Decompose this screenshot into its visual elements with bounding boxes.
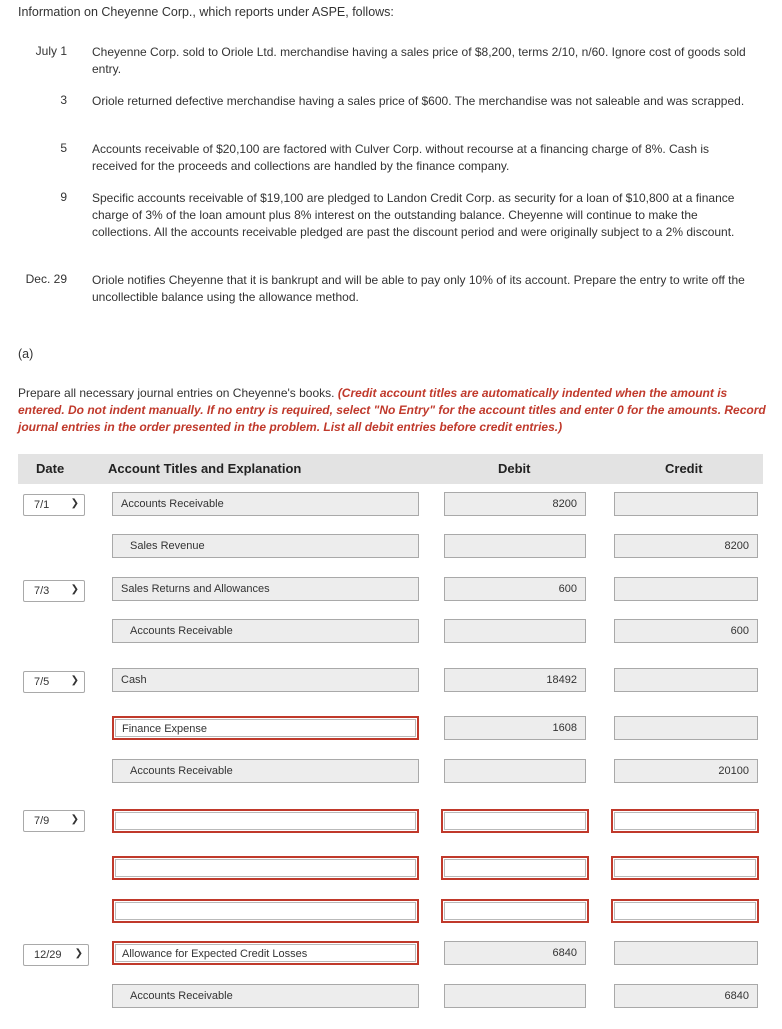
credit-input[interactable]: [611, 856, 759, 880]
debit-input[interactable]: [441, 899, 589, 923]
chevron-down-icon: ❯: [74, 948, 83, 959]
date-value: 7/9: [34, 815, 50, 827]
credit-input[interactable]: [611, 809, 759, 833]
account-input[interactable]: Sales Revenue: [112, 534, 419, 558]
date-value: 7/5: [34, 676, 50, 688]
account-input[interactable]: [112, 809, 419, 833]
credit-input[interactable]: 8200: [614, 534, 758, 558]
debit-input[interactable]: 6840: [444, 941, 586, 965]
account-input[interactable]: Sales Returns and Allowances: [112, 577, 419, 601]
date-select[interactable]: [23, 810, 85, 832]
account-input[interactable]: [112, 856, 419, 880]
event-text: Accounts receivable of $20,100 are factored with Culver Corp. without recourse at a financing charge of 8%. Cash is received for the proceeds and collections are handled by the finance company.: [92, 142, 709, 173]
chevron-down-icon: ❯: [70, 675, 79, 686]
credit-input[interactable]: 600: [614, 619, 758, 643]
account-input[interactable]: Allowance for Expected Credit Losses: [112, 941, 419, 965]
event-text: Specific accounts receivable of $19,100 are pledged to Landon Credit Corp. as security for a loan of $10,800 at a finance charge of 3% of the loan amount plus 8% interest on the outstanding balance. Cheyenne will continue to make the collections. All the accounts receivable pledged are past the discount period and were originally subject to a 2% discount.: [92, 191, 735, 239]
event-text: Cheyenne Corp. sold to Oriole Ltd. merchandise having a sales price of $8,200, terms 2/10, n/60. Ignore cost of goods sold entry.: [92, 45, 746, 76]
chevron-down-icon: ❯: [70, 498, 79, 509]
debit-input[interactable]: [444, 984, 586, 1008]
credit-input[interactable]: [614, 716, 758, 740]
credit-input[interactable]: 6840: [614, 984, 758, 1008]
chevron-down-icon: ❯: [70, 814, 79, 825]
header-date: Date: [36, 461, 65, 476]
debit-input[interactable]: [441, 809, 589, 833]
instructions-note: (Credit account titles are automatically indented when the amount is entered. Do not indent manually. If no entry is required, select "No Entry" for the account titles and enter 0 for the amounts. Record journal entries in the order presented in the problem. List all debit entries before credit entries.): [18, 386, 766, 434]
credit-input[interactable]: 20100: [614, 759, 758, 783]
account-input[interactable]: Accounts Receivable: [112, 619, 419, 643]
credit-input[interactable]: [614, 668, 758, 692]
debit-input[interactable]: 1608: [444, 716, 586, 740]
account-input[interactable]: Finance Expense: [112, 716, 419, 740]
instructions: [18, 385, 768, 436]
debit-input[interactable]: [444, 759, 586, 783]
header-credit: Credit: [665, 461, 703, 476]
credit-input[interactable]: [614, 492, 758, 516]
date-value: 12/29: [34, 949, 62, 961]
debit-input[interactable]: 600: [444, 577, 586, 601]
date-value: 7/1: [34, 499, 50, 511]
table-header: [18, 454, 763, 484]
chevron-down-icon: ❯: [70, 584, 79, 595]
credit-input[interactable]: [614, 577, 758, 601]
account-input[interactable]: Accounts Receivable: [112, 492, 419, 516]
debit-input[interactable]: [441, 856, 589, 880]
instructions-lead: Prepare all necessary journal entries on Cheyenne's books.: [18, 386, 338, 400]
debit-input[interactable]: [444, 619, 586, 643]
event-date: 9: [60, 190, 67, 204]
event-date: July 1: [35, 44, 67, 58]
credit-input[interactable]: [611, 899, 759, 923]
header-debit: Debit: [498, 461, 531, 476]
account-input[interactable]: Cash: [112, 668, 419, 692]
header-account: Account Titles and Explanation: [108, 461, 302, 476]
event-date: Dec. 29: [25, 272, 67, 286]
debit-input[interactable]: [444, 534, 586, 558]
credit-input[interactable]: [614, 941, 758, 965]
date-select[interactable]: [23, 580, 85, 602]
date-value: 7/3: [34, 585, 50, 597]
date-select[interactable]: [23, 494, 85, 516]
event-date: 5: [60, 141, 67, 155]
part-label: (a): [18, 347, 34, 361]
account-input[interactable]: Accounts Receivable: [112, 759, 419, 783]
event-text: Oriole returned defective merchandise having a sales price of $600. The merchandise was not saleable and was scrapped.: [92, 94, 745, 108]
date-select[interactable]: [23, 944, 89, 966]
event-date: 3: [60, 93, 67, 107]
intro-text: Information on Cheyenne Corp., which reports under ASPE, follows:: [18, 5, 394, 19]
debit-input[interactable]: 18492: [444, 668, 586, 692]
account-input[interactable]: [112, 899, 419, 923]
event-text: Oriole notifies Cheyenne that it is bankrupt and will be able to pay only 10% of its account. Prepare the entry to write off the uncollectible balance using the allowance method.: [92, 273, 745, 304]
date-select[interactable]: [23, 671, 85, 693]
debit-input[interactable]: 8200: [444, 492, 586, 516]
account-input[interactable]: Accounts Receivable: [112, 984, 419, 1008]
